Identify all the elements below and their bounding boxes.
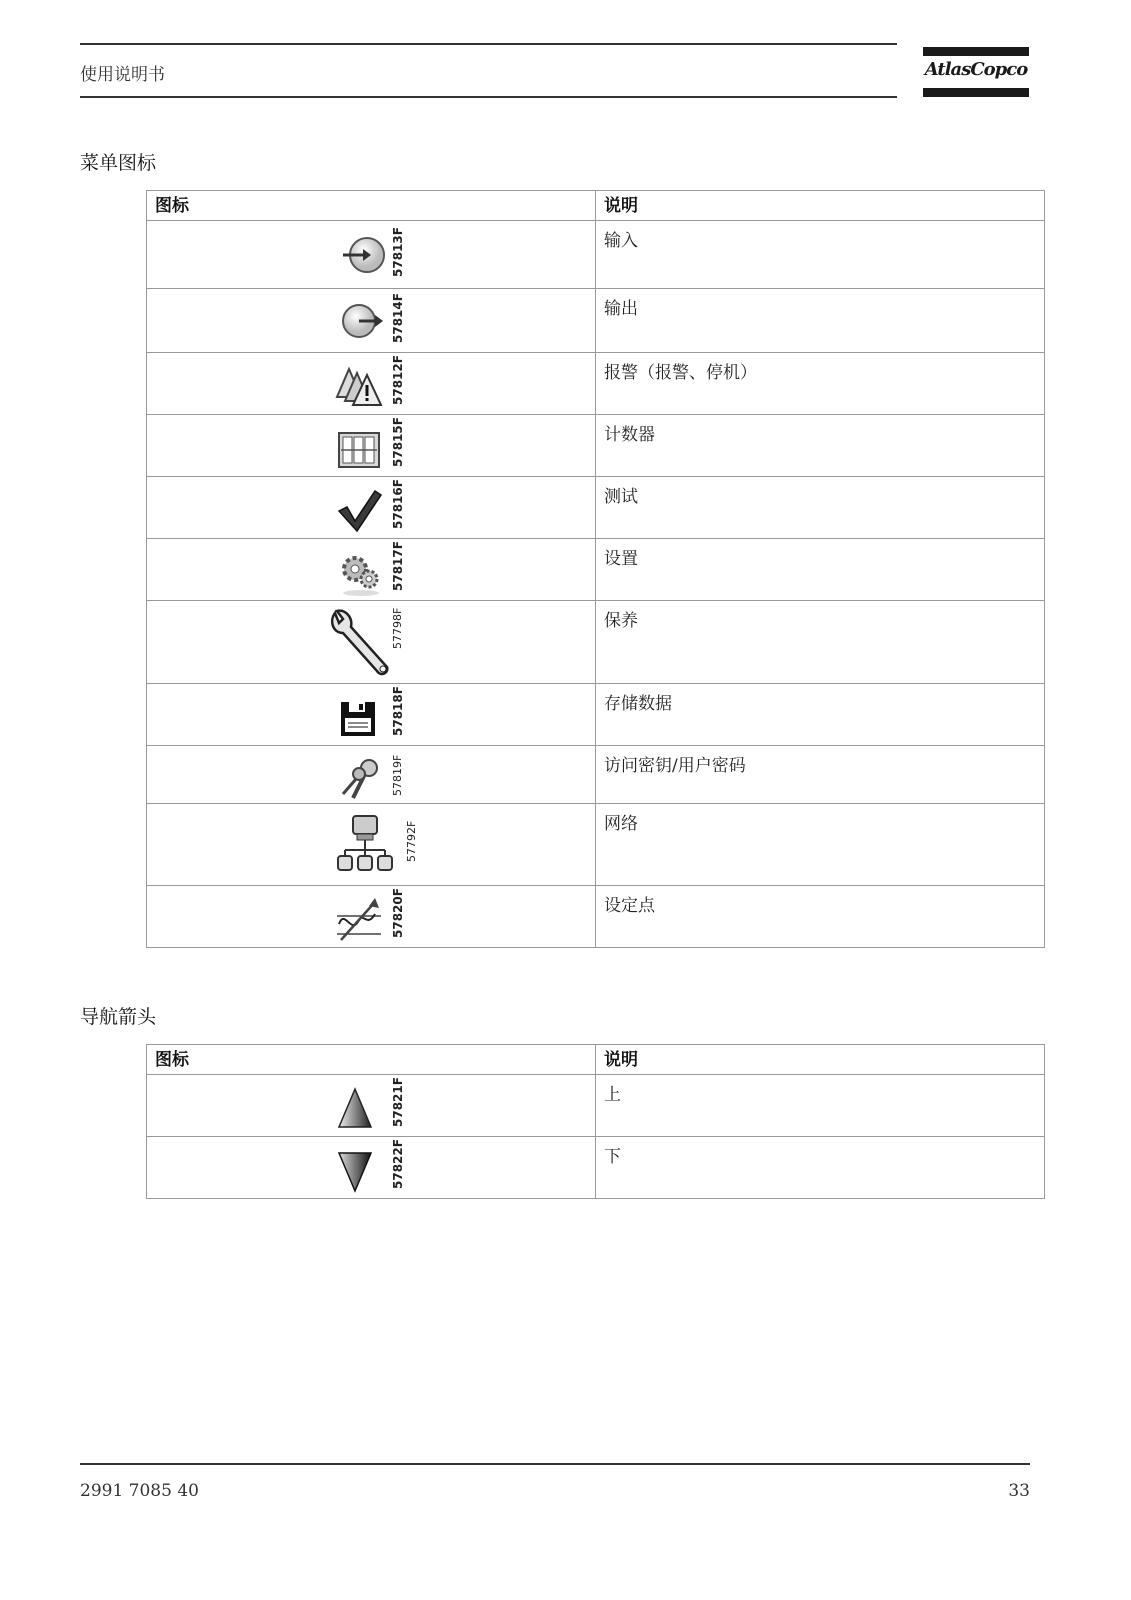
logo-bar-top bbox=[923, 47, 1029, 56]
table-row bbox=[147, 1075, 1045, 1137]
description-cell: 访问密钥/用户密码 bbox=[596, 746, 1045, 804]
navigation-arrows-table bbox=[146, 1044, 1045, 1199]
description-cell: 报警（报警、停机） bbox=[596, 353, 1045, 415]
menu-icons-table bbox=[146, 190, 1045, 948]
table-row bbox=[147, 221, 1045, 289]
table-row bbox=[147, 601, 1045, 684]
logo-text: AtlasCopco bbox=[924, 59, 1028, 80]
table-row bbox=[147, 353, 1045, 415]
table-header-row bbox=[147, 191, 1045, 221]
icon-cell bbox=[147, 289, 596, 353]
figure-code: 57792F bbox=[405, 820, 418, 862]
icon-cell bbox=[147, 746, 596, 804]
header-rule-top bbox=[80, 43, 897, 45]
wrench-icon bbox=[329, 609, 395, 681]
table-row bbox=[147, 415, 1045, 477]
figure-code: 57815F bbox=[391, 417, 405, 467]
figure-code: 57822F bbox=[391, 1139, 405, 1189]
setpoint-icon bbox=[335, 894, 395, 946]
icon-cell bbox=[147, 221, 596, 289]
column-header-icon: 图标 bbox=[147, 1045, 596, 1075]
floppy-disk-icon bbox=[335, 692, 395, 744]
icon-cell bbox=[147, 601, 596, 684]
test-check-icon bbox=[335, 485, 395, 537]
output-icon bbox=[335, 297, 395, 349]
table-header-row bbox=[147, 1045, 1045, 1075]
figure-code: 57812F bbox=[391, 355, 405, 405]
alarm-icon bbox=[335, 361, 395, 413]
table-row bbox=[147, 477, 1045, 539]
icon-cell bbox=[147, 539, 596, 601]
description-cell: 输入 bbox=[596, 221, 1045, 289]
description-cell: 上 bbox=[596, 1075, 1045, 1137]
icon-cell bbox=[147, 353, 596, 415]
counter-icon bbox=[335, 423, 395, 475]
icon-cell bbox=[147, 886, 596, 948]
figure-code: 57816F bbox=[391, 479, 405, 529]
description-cell: 网络 bbox=[596, 804, 1045, 886]
column-header-icon: 图标 bbox=[147, 191, 596, 221]
arrow-down-icon bbox=[335, 1145, 395, 1197]
icon-cell bbox=[147, 1137, 596, 1199]
description-cell: 输出 bbox=[596, 289, 1045, 353]
icon-cell bbox=[147, 804, 596, 886]
description-cell: 设置 bbox=[596, 539, 1045, 601]
figure-code: 57820F bbox=[391, 888, 405, 938]
figure-code: 57813F bbox=[391, 227, 405, 277]
figure-code: 57821F bbox=[391, 1077, 405, 1127]
figure-code: 57818F bbox=[391, 686, 405, 736]
arrow-up-icon bbox=[335, 1083, 395, 1135]
table-row bbox=[147, 684, 1045, 746]
section-title-menu-icons: 菜单图标 bbox=[80, 152, 157, 174]
document-title: 使用说明书 bbox=[80, 65, 165, 85]
keys-icon bbox=[335, 754, 395, 806]
footer-rule bbox=[80, 1463, 1030, 1465]
table-row bbox=[147, 1137, 1045, 1199]
description-cell: 测试 bbox=[596, 477, 1045, 539]
network-icon bbox=[335, 812, 397, 882]
column-header-description: 说明 bbox=[596, 191, 1045, 221]
figure-code: 57817F bbox=[391, 541, 405, 591]
table-row bbox=[147, 539, 1045, 601]
icon-cell bbox=[147, 477, 596, 539]
document-number: 2991 7085 40 bbox=[80, 1481, 199, 1501]
table-row bbox=[147, 289, 1045, 353]
description-cell: 计数器 bbox=[596, 415, 1045, 477]
header-rule-bottom bbox=[80, 96, 897, 98]
description-cell: 下 bbox=[596, 1137, 1045, 1199]
icon-cell bbox=[147, 1075, 596, 1137]
icon-cell bbox=[147, 684, 596, 746]
figure-code: 57819F bbox=[391, 754, 404, 796]
settings-gears-icon bbox=[335, 547, 395, 599]
page-number: 33 bbox=[1008, 1481, 1030, 1501]
input-icon bbox=[335, 229, 395, 281]
atlas-copco-logo bbox=[923, 47, 1029, 97]
description-cell: 存储数据 bbox=[596, 684, 1045, 746]
logo-bar-bottom bbox=[923, 88, 1029, 97]
figure-code: 57798F bbox=[391, 607, 404, 649]
description-cell: 保养 bbox=[596, 601, 1045, 684]
section-title-navigation-arrows: 导航箭头 bbox=[80, 1006, 157, 1028]
table-row bbox=[147, 804, 1045, 886]
table-row bbox=[147, 886, 1045, 948]
icon-cell bbox=[147, 415, 596, 477]
column-header-description: 说明 bbox=[596, 1045, 1045, 1075]
table-row bbox=[147, 746, 1045, 804]
description-cell: 设定点 bbox=[596, 886, 1045, 948]
figure-code: 57814F bbox=[391, 293, 405, 343]
